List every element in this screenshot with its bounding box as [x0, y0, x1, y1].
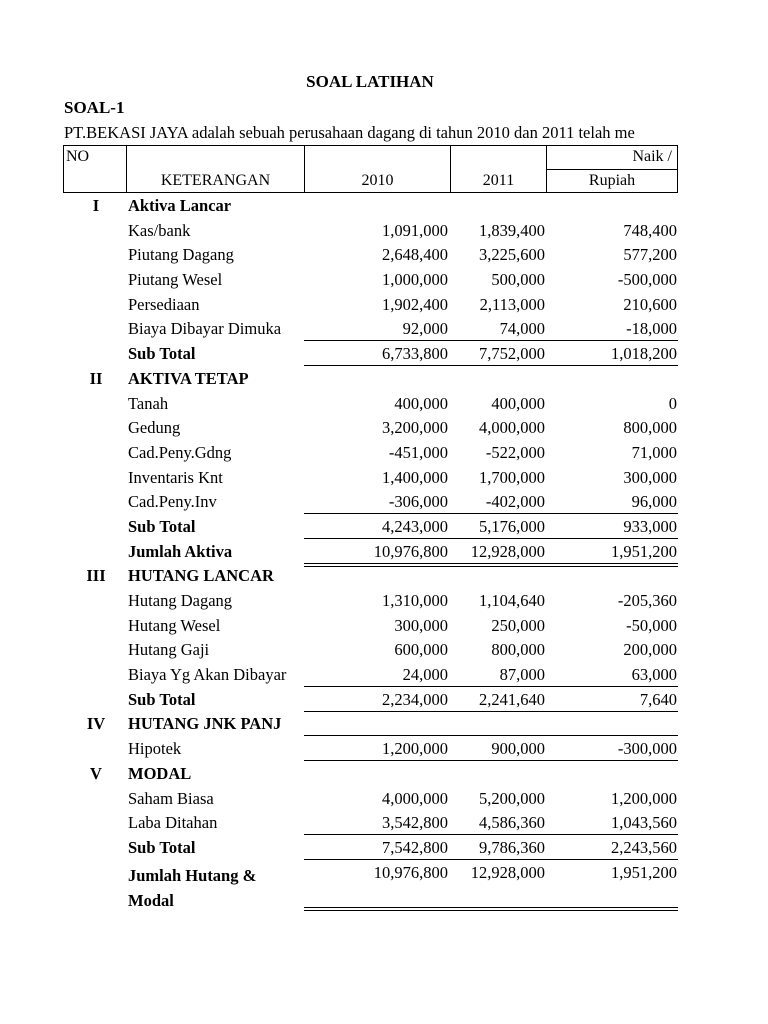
value-change: 2,243,560	[611, 837, 677, 857]
value-2011: 2,113,000	[479, 294, 545, 314]
value-2011: 3,225,600	[479, 245, 545, 265]
row-number: II	[89, 368, 103, 388]
header-keterangan-cell	[126, 145, 304, 193]
row-label: Laba Ditahan	[128, 813, 218, 833]
value-2010: -306,000	[388, 492, 448, 512]
table-row	[0, 589, 768, 614]
value-change: 800,000	[623, 418, 677, 438]
value-2010: 3,200,000	[382, 418, 448, 438]
row-label: Sub Total	[128, 689, 196, 709]
value-change: 577,200	[623, 245, 677, 265]
value-change: -205,360	[617, 591, 677, 610]
header-keterangan: KETERANGAN	[160, 172, 271, 189]
value-2010: 600,000	[394, 640, 448, 660]
table-row	[0, 219, 768, 244]
table-row	[0, 762, 768, 787]
table-row	[0, 466, 768, 491]
row-label: HUTANG JNK PANJ	[128, 714, 282, 734]
table-row	[0, 392, 768, 417]
value-2011: 4,000,000	[479, 418, 545, 438]
value-2011: 74,000	[499, 319, 545, 339]
row-label: HUTANG LANCAR	[128, 566, 274, 586]
value-2010: 24,000	[402, 665, 448, 685]
value-2010: 300,000	[394, 615, 448, 635]
header-2011: 2011	[482, 172, 515, 189]
row-label: Hipotek	[128, 739, 182, 759]
row-label: Biaya Dibayar Dimuka	[128, 319, 282, 339]
value-2011: -402,000	[485, 492, 545, 512]
row-label: Persediaan	[128, 294, 200, 314]
table-row	[0, 490, 768, 515]
header-2010: 2010	[361, 172, 394, 189]
table-row	[0, 342, 768, 367]
value-change: -50,000	[626, 615, 677, 635]
value-change: 300,000	[623, 467, 677, 487]
value-2011: 5,200,000	[479, 788, 545, 808]
value-change: 1,951,200	[611, 862, 677, 882]
value-change: 210,600	[623, 294, 677, 314]
row-label: Jumlah Hutang & Modal	[128, 865, 257, 910]
row-label: Piutang Dagang	[128, 245, 234, 265]
value-2011: 1,700,000	[479, 467, 545, 487]
value-2011: 12,928,000	[470, 862, 545, 882]
row-label: Kas/bank	[128, 220, 191, 240]
table-row	[0, 811, 768, 836]
row-label: Piutang Wesel	[128, 270, 223, 290]
row-number: V	[90, 763, 102, 783]
value-2011: 400,000	[491, 393, 545, 413]
header-naik-top: Naik /	[632, 148, 672, 165]
table-header	[63, 145, 678, 193]
table-row	[0, 367, 768, 392]
value-change: -18,000	[626, 319, 677, 339]
row-label: Gedung	[128, 418, 181, 438]
value-2011: 900,000	[491, 739, 545, 759]
header-no: NO	[66, 148, 90, 165]
row-label: Saham Biasa	[128, 788, 214, 808]
value-2010: 400,000	[394, 393, 448, 413]
row-label: Hutang Wesel	[128, 615, 221, 635]
table-row	[0, 836, 768, 861]
value-2010: 7,542,800	[382, 837, 448, 857]
value-2010: 10,976,800	[373, 541, 448, 561]
row-label: Hutang Gaji	[128, 640, 210, 660]
row-label: Sub Total	[128, 516, 196, 536]
exercise-label: SOAL-1	[64, 98, 125, 117]
row-label: Jumlah Aktiva	[128, 541, 233, 561]
value-change: 63,000	[631, 665, 677, 685]
row-label: Aktiva Lancar	[128, 196, 232, 215]
value-2011: 5,176,000	[479, 516, 545, 536]
value-change: 933,000	[623, 516, 677, 536]
value-2010: 1,200,000	[382, 739, 448, 759]
value-2010: 2,648,400	[382, 245, 448, 265]
value-change: 1,043,560	[611, 813, 677, 833]
value-change: 1,951,200	[611, 541, 677, 561]
value-change: 1,200,000	[611, 788, 677, 808]
row-label: Sub Total	[128, 837, 196, 857]
row-label: Inventaris Knt	[128, 467, 223, 487]
value-2010: 3,542,800	[382, 813, 448, 833]
intro-text: PT.BEKASI JAYA adalah sebuah perusahaan dagang di tahun 2010 dan 2011 telah me	[64, 123, 635, 142]
value-2010: 92,000	[402, 319, 448, 339]
value-change: 7,640	[639, 689, 677, 709]
value-2010: -451,000	[388, 442, 448, 462]
header-naik-cell	[546, 145, 678, 193]
value-2011: 500,000	[491, 270, 545, 290]
header-divider	[546, 169, 678, 170]
table-row	[0, 638, 768, 663]
value-2010: 2,234,000	[382, 689, 448, 709]
row-number: IV	[86, 714, 106, 734]
table-row	[0, 293, 768, 318]
table-row	[0, 416, 768, 441]
table-row	[0, 787, 768, 812]
table-row	[0, 194, 768, 219]
value-2011: 4,586,360	[479, 813, 545, 833]
value-2010: 1,310,000	[382, 591, 448, 610]
header-2010-cell	[304, 145, 450, 193]
row-label: Hutang Dagang	[128, 591, 233, 610]
row-label: AKTIVA TETAP	[128, 368, 249, 388]
value-2011: 7,752,000	[479, 344, 545, 364]
value-change: -300,000	[617, 739, 677, 759]
value-2011: 87,000	[499, 665, 545, 685]
value-2010: 1,902,400	[382, 294, 448, 314]
header-2011-cell	[450, 145, 546, 193]
table-row	[0, 317, 768, 342]
value-2011: 800,000	[491, 640, 545, 660]
header-naik-bottom: Rupiah	[588, 172, 636, 189]
row-label: MODAL	[128, 763, 192, 783]
table-row	[0, 663, 768, 688]
total-double-rule	[304, 907, 678, 911]
value-2011: 1,839,400	[479, 220, 545, 240]
row-label: Cad.Peny.Inv	[128, 492, 217, 512]
row-label: Tanah	[128, 393, 169, 413]
value-2011: 1,104,640	[479, 591, 545, 610]
value-change: 748,400	[623, 220, 677, 240]
table-row	[0, 564, 768, 589]
value-2010: 1,000,000	[382, 270, 448, 290]
table-row	[0, 737, 768, 762]
row-label: Cad.Peny.Gdng	[128, 442, 232, 462]
value-2010: 4,000,000	[382, 788, 448, 808]
table-row	[0, 861, 768, 909]
table-row	[0, 614, 768, 639]
value-2011: 2,241,640	[479, 689, 545, 709]
page-title: SOAL LATIHAN	[306, 72, 434, 91]
table-body	[0, 194, 768, 909]
table-row	[0, 268, 768, 293]
value-change: 1,018,200	[611, 344, 677, 364]
value-2010: 10,976,800	[373, 862, 448, 882]
row-number: I	[92, 196, 100, 215]
value-2011: -522,000	[485, 442, 545, 462]
value-change: 200,000	[623, 640, 677, 660]
row-label: Biaya Yg Akan Dibayar	[128, 665, 287, 685]
row-label: Sub Total	[128, 344, 196, 364]
table-row	[0, 515, 768, 540]
table-row	[0, 540, 768, 565]
header-no-cell	[63, 145, 126, 193]
table-row	[0, 688, 768, 713]
value-change: 96,000	[631, 492, 677, 512]
value-change: 0	[668, 393, 677, 413]
value-2010: 1,091,000	[382, 220, 448, 240]
value-change: -500,000	[617, 270, 677, 290]
value-2011: 12,928,000	[470, 541, 545, 561]
table-row	[0, 243, 768, 268]
value-2010: 4,243,000	[382, 516, 448, 536]
value-2011: 250,000	[491, 615, 545, 635]
value-change: 71,000	[631, 442, 677, 462]
value-2010: 6,733,800	[382, 344, 448, 364]
table-row	[0, 441, 768, 466]
row-number: III	[86, 566, 106, 586]
value-2010: 1,400,000	[382, 467, 448, 487]
value-2011: 9,786,360	[479, 837, 545, 857]
table-row	[0, 712, 768, 737]
